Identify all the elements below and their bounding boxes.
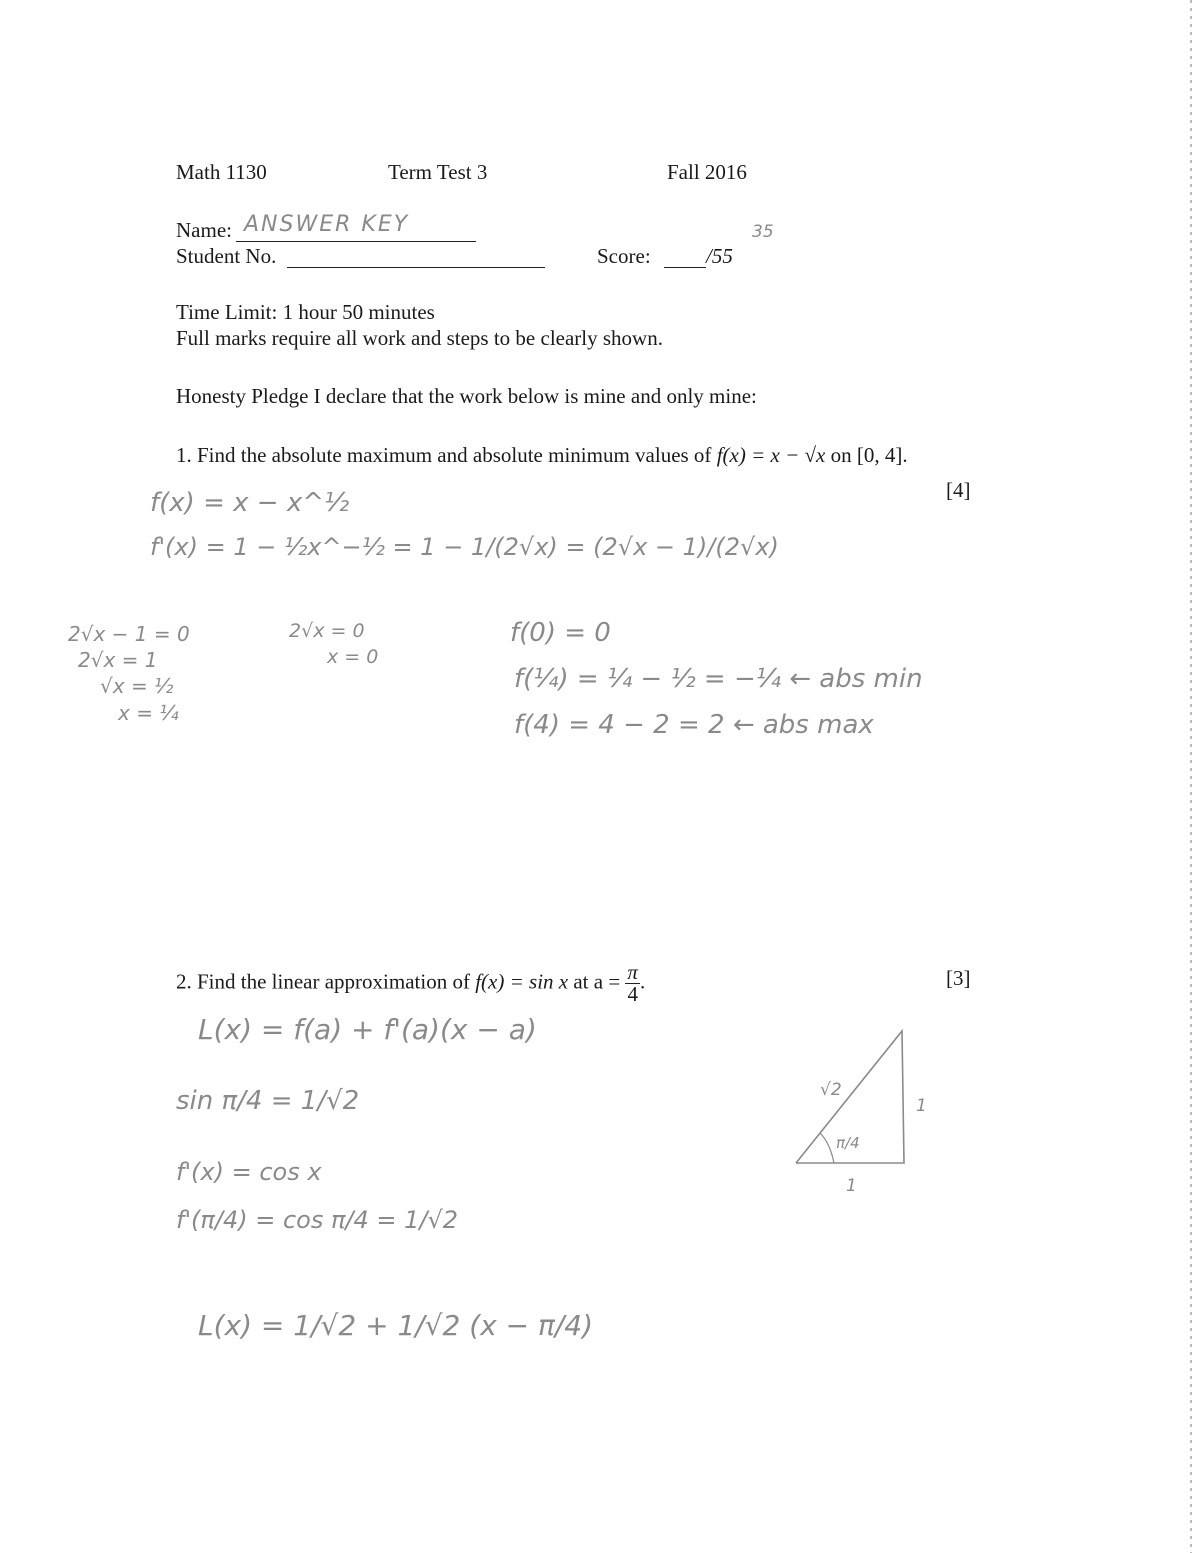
q2-marks: [3] <box>946 966 971 990</box>
q1-solve4: x = ¼ <box>118 701 179 725</box>
q1-solve2: 2√x = 1 <box>78 648 158 672</box>
q2-at: at a = <box>573 969 621 994</box>
triangle-base: 1 <box>846 1176 857 1196</box>
score-note: 35 <box>752 222 774 242</box>
q1-number: 1. <box>176 443 192 467</box>
q1-question <box>176 445 908 466</box>
q1-function: f(x) = x − √x <box>716 443 826 467</box>
q2-work-line5: L(x) = 1/√2 + 1/√2 (x − π/4) <box>198 1309 594 1342</box>
q2-work-line3: f'(x) = cos x <box>176 1158 322 1186</box>
angle-arc <box>820 1133 834 1163</box>
triangle-angle: π/4 <box>836 1134 860 1152</box>
q2-function: f(x) = sin x <box>475 969 569 994</box>
triangle-sketch <box>790 1025 930 1165</box>
q1-zero2: x = 0 <box>327 646 379 668</box>
q1-interval: on [0, 4]. <box>830 443 908 467</box>
term-label: Fall 2016 <box>667 160 747 184</box>
triangle-side: 1 <box>916 1096 927 1116</box>
q1-eval2: f(¼) = ¼ − ½ = −¼ ← abs min <box>514 664 923 694</box>
q2-work-line4: f'(π/4) = cos π/4 = 1/√2 <box>176 1206 459 1234</box>
name-label: Name: <box>176 218 232 242</box>
course-title: Math 1130 <box>176 160 267 184</box>
q1-solve3: √x = ½ <box>100 674 174 698</box>
student-no-line <box>287 267 545 268</box>
q1-eval3: f(4) = 4 − 2 = 2 ← abs max <box>514 710 874 740</box>
scan-edge <box>1190 0 1192 1553</box>
q2-a-denominator: 4 <box>627 982 638 1006</box>
name-line <box>236 241 476 242</box>
name-answer: ANSWER KEY <box>244 212 410 237</box>
q1-text: Find the absolute maximum and absolute minimum values of <box>197 443 712 467</box>
score-label: Score: <box>597 244 651 268</box>
full-marks-note: Full marks require all work and steps to be clearly shown. <box>176 326 663 350</box>
q1-work-line1: f(x) = x − x^½ <box>150 488 350 518</box>
q2-a-fraction <box>625 962 640 1005</box>
score-line <box>664 267 706 268</box>
q1-solve1: 2√x − 1 = 0 <box>68 622 190 646</box>
q2-question: 2. Find the linear approximation of f(x) = sin x at a = $\frac{\pi}{4}$ . <box>176 960 646 1006</box>
score-total: /55 <box>706 244 733 268</box>
honesty-pledge: Honesty Pledge I declare that the work below is mine and only mine: <box>176 384 757 408</box>
q2-text: Find the linear approximation of <box>197 969 470 994</box>
student-no-label: Student No. <box>176 244 277 268</box>
time-limit: Time Limit: 1 hour 50 minutes <box>176 300 435 324</box>
q1-zero1: 2√x = 0 <box>289 620 365 642</box>
q1-work-line2: f'(x) = 1 − ½x^−½ = 1 − 1/(2√x) = (2√x − 1)/(2√x) <box>150 533 779 561</box>
q1-marks: [4] <box>946 478 971 502</box>
test-title: Term Test 3 <box>388 160 488 184</box>
q2-number: 2. <box>176 969 192 994</box>
triangle-hypotenuse: √2 <box>820 1080 842 1100</box>
q2-a-numerator: π <box>627 960 638 984</box>
q2-work-line2: sin π/4 = 1/√2 <box>176 1086 360 1116</box>
q1-eval1: f(0) = 0 <box>510 618 611 648</box>
q2-work-line1: L(x) = f(a) + f'(a)(x − a) <box>198 1013 537 1046</box>
